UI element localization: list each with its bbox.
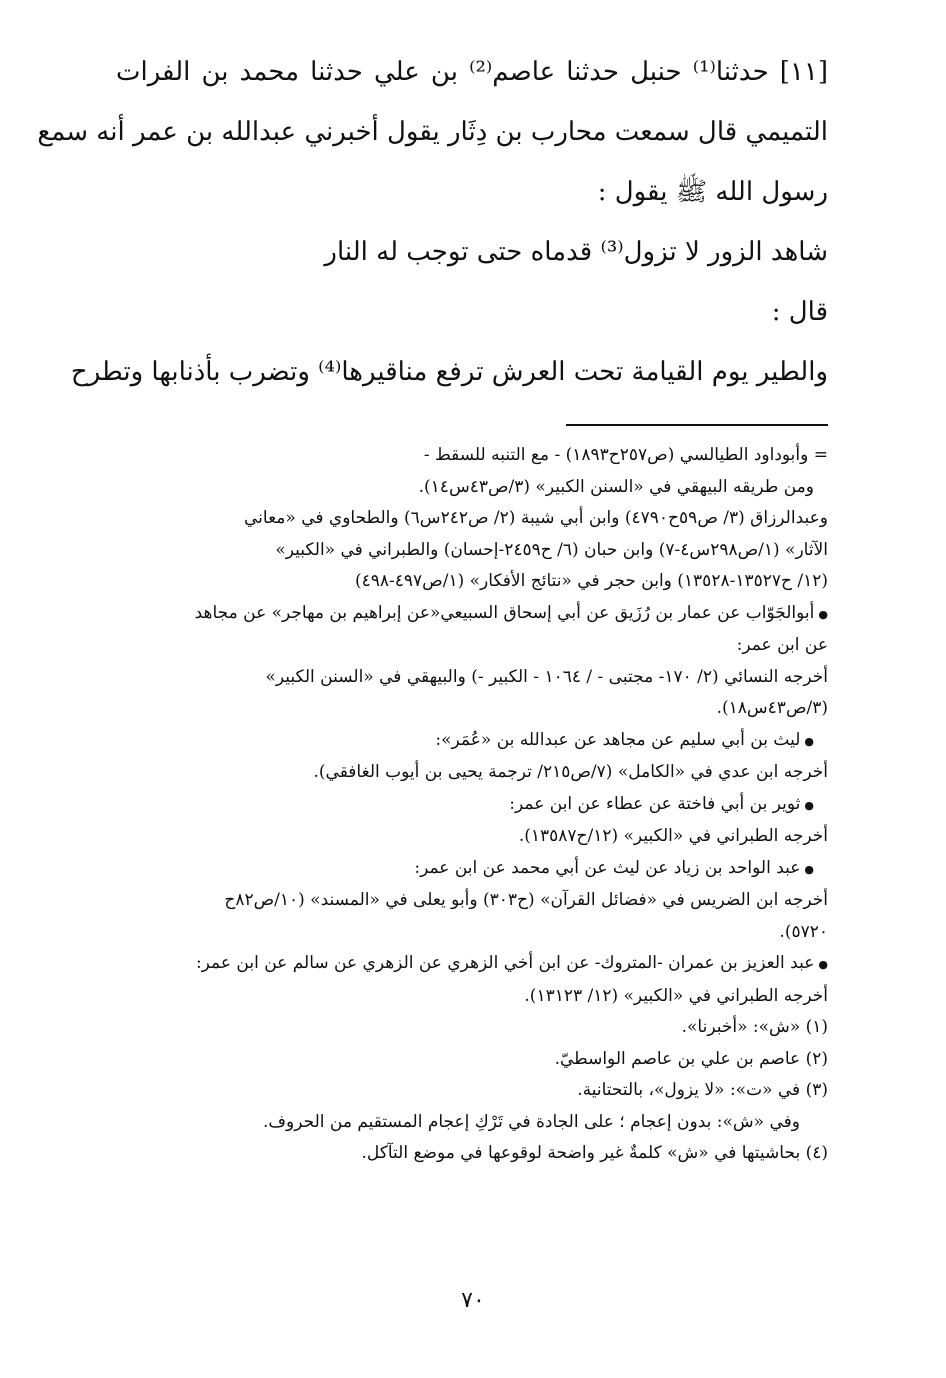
footnote-line: عن ابن عمر:: [736, 635, 828, 655]
footnote-line: أخرجه ابن عدي في «الكامل» (٧/ص٢١٥/ ترجمة يحيى بن أيوب الغافقي).: [313, 762, 828, 782]
footnote-separator: [566, 424, 828, 426]
main-line-5: قال :: [771, 297, 828, 327]
footnote-line: ● ليث بن أبي سليم عن مجاهد عن عبدالله بن «عُمَر»:: [116, 725, 828, 758]
footnote-3: (٣) في «ت»: «لا يزول»، بالتحتانية.: [577, 1080, 828, 1100]
footnotes: [116, 440, 828, 1170]
page-number: ٧٠: [461, 1288, 485, 1313]
footnote-line: وعبدالرزاق (٣/ ص٥٩ح٤٧٩٠) وابن أبي شيبة (٢/ ص٢٤٢س٦) والطحاوي في «معاني: [244, 508, 828, 528]
footnote-line: أخرجه ابن الضريس في «فضائل القرآن» (ح٣٠٣) وأبو يعلى في «المسند» (١٠/ص٨٢ح: [224, 890, 828, 910]
bullet-icon: [800, 794, 814, 814]
footnote-2: (٢) عاصم بن علي بن عاصم الواسطيّ.: [554, 1048, 828, 1069]
main-line-1: [١١] حدثنا⁽¹⁾ حنبل حدثنا عاصم⁽²⁾ بن علي حدثنا محمد بن الفرات: [116, 57, 829, 87]
footnote-line: = وأبوداود الطيالسي (ص٢٥٧ح١٨٩٣) - مع التنبه للسقط -: [423, 445, 828, 465]
footnote-line: أخرجه النسائي (٢/ ١٧٠- مجتبى - / ١٠٦٤ - الكبير -) والبيهقي في «السنن الكبير»: [265, 666, 828, 687]
footnote-3-continued: وفي «ش»: بدون إعجام ؛ على الجادة في تَرْكِ إعجام المستقيم من الحروف.: [263, 1111, 800, 1132]
main-text: [37, 42, 829, 402]
footnote-line: ومن طريقه البيهقي في «السنن الكبير» (٣/ص٤٣س١٤).: [418, 476, 814, 497]
footnote-line: ● أبوالجَوّاب عن عمار بن رُزَيق عن أبي إسحاق السبيعي«عن إبراهيم بن مهاجر» عن مجاهد: [116, 598, 828, 631]
bullet-icon: [814, 953, 828, 973]
footnote-line: ● عبد الواحد بن زياد عن ليث عن أبي محمد عن ابن عمر:: [116, 853, 828, 886]
footnote-line: أخرجه الطبراني في «الكبير» (١٢/ح١٣٥٨٧).: [518, 826, 828, 846]
footnote-line: ٥٧٢٠).: [779, 921, 828, 942]
main-line-6: والطير يوم القيامة تحت العرش ترفع مناقيرها⁽⁴⁾ وتضرب بأذنابها وتطرح: [70, 357, 828, 387]
bullet-icon: [800, 858, 814, 878]
main-line-3: رسول الله ﷺ يقول :: [597, 177, 828, 207]
footnote-line: (١٢/ ح١٣٥٢٧-١٣٥٢٨) وابن حجر في «نتائج الأفكار» (١/ص٤٩٧-٤٩٨): [354, 571, 828, 591]
bullet-icon: [800, 730, 814, 750]
footnote-1: (١) «ش»: «أخبرنا».: [681, 1017, 828, 1037]
footnote-line: الآثار» (١/ص٢٩٨س٤-٧) وابن حبان (٦/ ح٢٤٥٩-إحسان) والطبراني في «الكبير»: [275, 539, 828, 560]
bullet-icon: [814, 603, 828, 623]
footnote-line: أخرجه الطبراني في «الكبير» (١٢/ ١٣١٢٣).: [524, 985, 828, 1006]
footnote-4: (٤) بحاشيتها في «ش» كلمةٌ غير واضحة لوقوعها في موضع التآكل.: [361, 1143, 828, 1163]
footnote-line: ● عبد العزيز بن عمران -المتروك- عن ابن أخي الزهري عن الزهري عن سالم عن ابن عمر:: [116, 948, 828, 981]
main-line-4: شاهد الزور لا تزول⁽³⁾ قدماه حتى توجب له النار: [324, 237, 828, 267]
footnote-line: ● ثوير بن أبي فاختة عن عطاء عن ابن عمر:: [116, 789, 828, 822]
footnote-line: (٣/ص٤٣س١٨).: [716, 698, 828, 718]
main-line-2: التميمي قال سمعت محارب بن دِثَار يقول أخبرني عبدالله بن عمر أنه سمع: [37, 117, 828, 147]
